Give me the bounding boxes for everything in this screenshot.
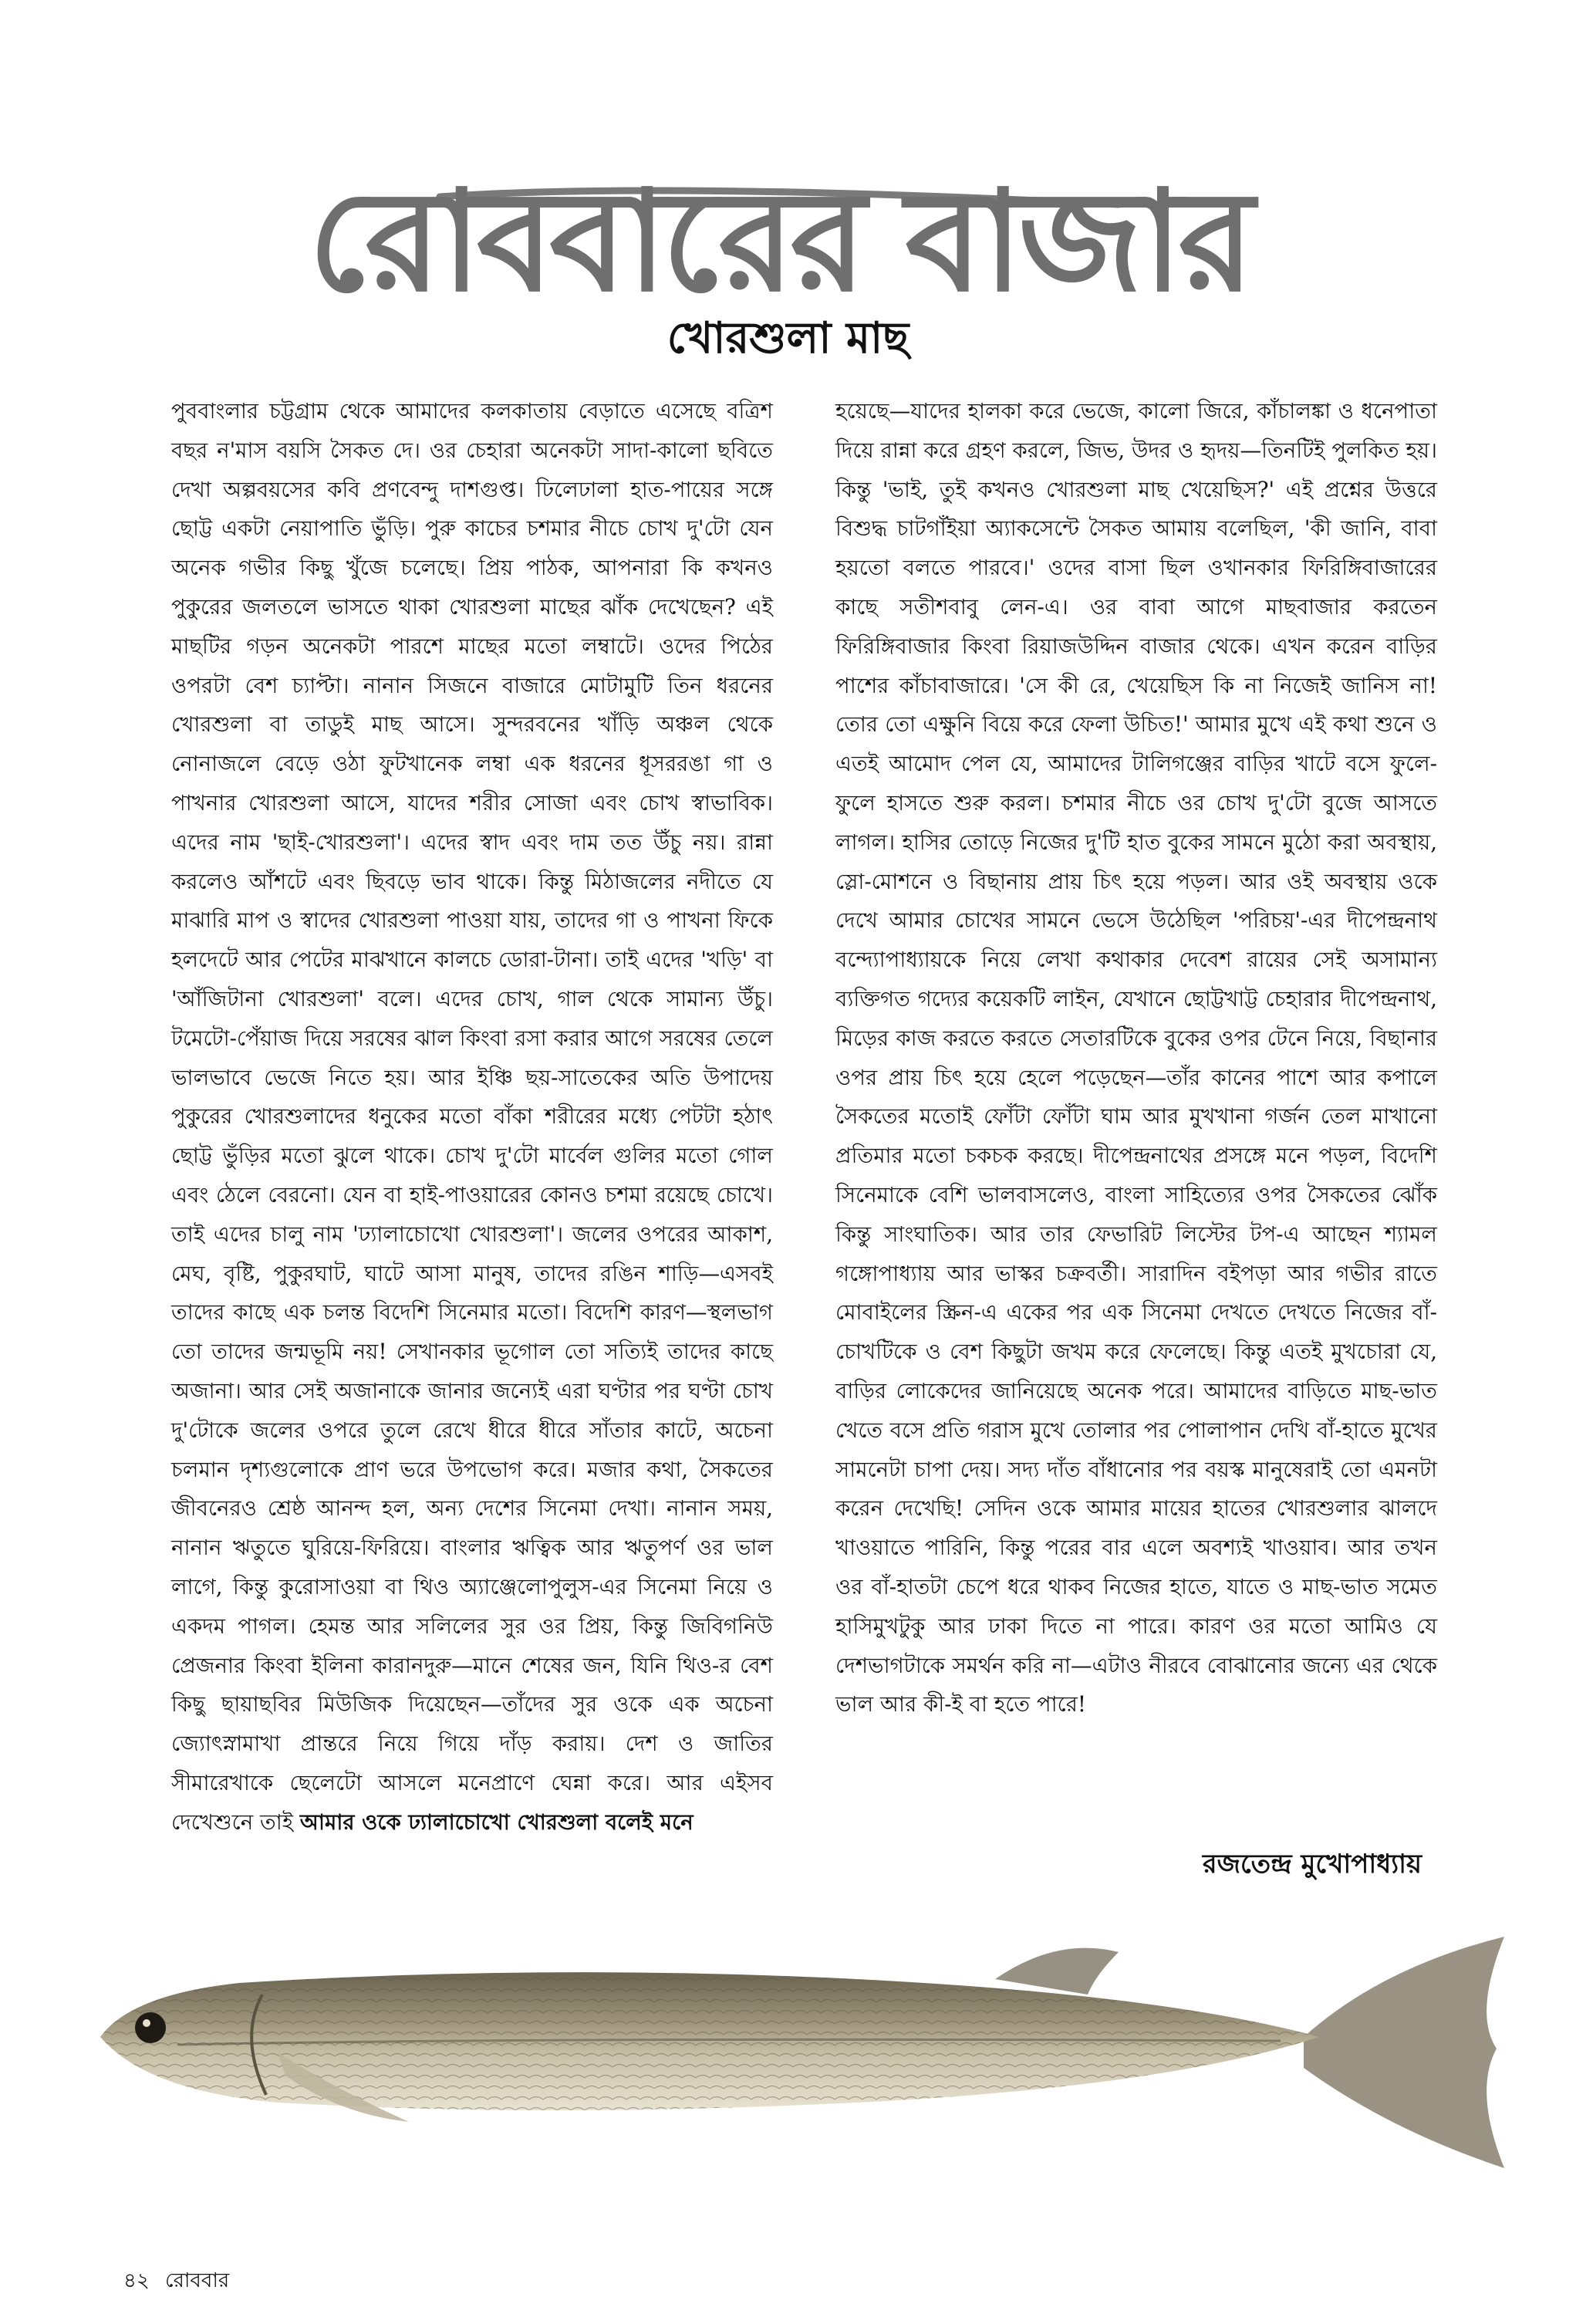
- column-right-text: হয়েছে—যাদের হালকা করে ভেজে, কালো জিরে, কাঁচালঙ্কা ও ধনেপাতা দিয়ে রান্না করে গ্রহণ করলে, জিভ, উদর ও হৃদয়—তিনটিই পুলকিত হয়। কিন্তু 'ভাই, তুই কখনও খোরশুলা মাছ খেয়েছিস?' এই প্রশ্নের উত্তরে বিশুদ্ধ চাটগাঁইয়া অ্যাকসেন্টে সৈকত আমায় বলেছিল, 'কী জানি, বাবা হয়তো বলতে পারবে।' ওদের বাসা ছিল ওখানকার ফিরিঙ্গিবাজারের কাছে সতীশবাবু লেন-এ। ওর বাবা আগে মাছবাজার করতেন ফিরিঙ্গিবাজার কিংবা রিয়াজউদ্দিন বাজার থেকে। এখন করেন বাড়ির পাশের কাঁচাবাজারে। 'সে কী রে, খেয়েছিস কি না নিজেই জানিস না! তোর তো এক্ষুনি বিয়ে করে ফেলা উচিত!' আমার মুখে এই কথা শুনে ও এতই আমোদ পেল যে, আমাদের টালিগঞ্জের বাড়ির খাটে বসে ফুলে-ফুলে হাসতে শুরু করল। চশমার নীচে ওর চোখ দু'টো বুজে আসতে লাগল। হাসির তোড়ে নিজের দু'টি হাত বুকের সামনে মুঠো করা অবস্থায়, স্লো-মোশনে ও বিছানায় প্রায় চিৎ হয়ে পড়ল। আর ওই অবস্থায় ওকে দেখে আমার চোখের সামনে ভেসে উঠেছিল 'পরিচয়'-এর দীপেন্দ্রনাথ বন্দ্যোপাধ্যায়কে নিয়ে লেখা কথাকার দেবেশ রায়ের সেই অসামান্য ব্যক্তিগত গদ্যের কয়েকটি লাইন, যেখানে ছোট্টখাট্ট চেহারার দীপেন্দ্রনাথ, মিড়ের কাজ করতে করতে সেতারটিকে বুকের ওপর টেনে নিয়ে, বিছানার ওপর প্রায় চিৎ হয়ে হেলে পড়েছেন—তাঁর কানের পাশে আর কপালে সৈকতের মতোই ফোঁটা ফোঁটা ঘাম আর মুখখানা গর্জন তেল মাখানো প্রতিমার মতো চকচক করছে। দীপেন্দ্রনাথের প্রসঙ্গে মনে পড়ল, বিদেশি সিনেমাকে বেশি ভালবাসলেও, বাংলা সাহিত্যের ওপর সৈকতের ঝোঁক কিন্তু সাংঘাতিক। আর তার ফেভারিট লিস্টের টপ-এ আছেন শ্যামল গঙ্গোপাধ্যায় আর ভাস্কর চক্রবর্তী। সারাদিন বইপড়া আর গভীর রাতে মোবাইলের স্ক্রিন-এ একের পর এক সিনেমা দেখতে দেখতে নিজের বাঁ-চোখটিকে ও বেশ কিছুটা জখম করে ফেলেছে। কিন্তু এতই মুখচোরা যে, বাড়ির লোকেদের জানিয়েছে অনেক পরে। আমাদের বাড়িতে মাছ-ভাত খেতে বসে প্রতি গরাস মুখে তোলার পর পোলাপান দেখি বাঁ-হাতে মুখের সামনেটা চাপা দেয়। সদ্য দাঁত বাঁধানোর পর বয়স্ক মানুষেরাই তো এমনটা করেন দেখেছি! সেদিন ওকে আমার মায়ের হাতের খোরশুলার ঝালদে খাওয়াতে পারিনি, কিন্তু পরের বার এলে অবশ্যই খাওয়াব। আর তখন ওর বাঁ-হাতটা চেপে ধরে থাকব নিজের হাতে, যাতে ও মাছ-ভাত সমেত হাসিমুখটুকু আর ঢাকা দিতে না পারে। কারণ ওর মতো আমিও যে দেশভাগটাকে সমর্থন করি না—এটাও নীরবে বোঝানোর জন্যে এর থেকে ভাল আর কী-ই বা হতে পারে!: [835, 398, 1437, 1718]
- fish-eye: [135, 2012, 166, 2043]
- page-footer: [123, 2265, 238, 2299]
- section-name: রোববার: [165, 2269, 230, 2292]
- fish-illustration: [85, 1921, 1512, 2176]
- article-column-right: [835, 392, 1437, 1724]
- article-column-left: [171, 392, 773, 1842]
- masthead-title: রোববারের বাজার: [308, 161, 1250, 323]
- fish-dorsal-fin: [995, 1948, 1119, 1995]
- article-headline: খোরশুলা মাছ: [667, 313, 909, 363]
- page-number: ৪২: [123, 2269, 150, 2292]
- masthead-logo: [308, 150, 1250, 323]
- column-left-text: পুববাংলার চট্টগ্রাম থেকে আমাদের কলকাতায় বেড়াতে এসেছে বত্রিশ বছর ন'মাস বয়সি সৈকত দে। ওর চেহারা অনেকটা সাদা-কালো ছবিতে দেখা অল্পবয়সের কবি প্রণবেন্দু দাশগুপ্ত। ঢিলেঢালা হাত-পায়ের সঙ্গে ছোট্ট একটা নেয়াপাতি ভুঁড়ি। পুরু কাচের চশমার নীচে চোখ দু'টো যেন অনেক গভীর কিছু খুঁজে চলেছে। প্রিয় পাঠক, আপনারা কি কখনও পুকুরের জলতলে ভাসতে থাকা খোরশুলা মাছের ঝাঁক দেখেছেন? এই মাছটির গড়ন অনেকটা পারশে মাছের মতো লম্বাটে। ওদের পিঠের ওপরটা বেশ চ্যাপ্টা। নানান সিজনে বাজারে মোটামুটি তিন ধরনের খোরশুলা বা তাডুই মাছ আসে। সুন্দরবনের খাঁড়ি অঞ্চল থেকে নোনাজলে বেড়ে ওঠা ফুটখানেক লম্বা এক ধরনের ধূসররঙা গা ও পাখনার খোরশুলা আসে, যাদের শরীর সোজা এবং চোখ স্বাভাবিক। এদের নাম 'ছাই-খোরশুলা'। এদের স্বাদ এবং দাম তত উঁচু নয়। রান্না করলেও আঁশটে এবং ছিবড়ে ভাব থাকে। কিন্তু মিঠাজলের নদীতে যে মাঝারি মাপ ও স্বাদের খোরশুলা পাওয়া যায়, তাদের গা ও পাখনা ফিকে হলদেটে আর পেটের মাঝখানে কালচে ডোরা-টানা। তাই এদের 'খড়ি' বা 'আঁজিটানা খোরশুলা' বলে। এদের চোখ, গাল থেকে সামান্য উঁচু। টমেটো-পেঁয়াজ দিয়ে সরষের ঝাল কিংবা রসা করার আগে সরষের তেলে ভালভাবে ভেজে নিতে হয়। আর ইঞ্চি ছয়-সাতেকের অতি উপাদেয় পুকুরের খোরশুলাদের ধনুকের মতো বাঁকা শরীরের মধ্যে পেটটা হঠাৎ ছোট্ট ভুঁড়ির মতো ঝুলে থাকে। চোখ দু'টো মার্বেল গুলির মতো গোল এবং ঠেলে বেরনো। যেন বা হাই-পাওয়ারের কোনও চশমা রয়েছে চোখে। তাই এদের চালু নাম 'ঢ্যালাচোখো খোরশুলা'। জলের ওপরের আকাশ, মেঘ, বৃষ্টি, পুকুরঘাট, ঘাটে আসা মানুষ, তাদের রঙিন শাড়ি—এসবই তাদের কাছে এক চলন্ত বিদেশি সিনেমার মতো। বিদেশি কারণ—স্থলভাগ তো তাদের জন্মভূমি নয়! সেখানকার ভূগোল তো সত্যিই তাদের কাছে অজানা। আর সেই অজানাকে জানার জন্যেই এরা ঘণ্টার পর ঘণ্টা চোখ দু'টোকে জলের ওপরে তুলে রেখে ধীরে ধীরে সাঁতার কাটে, অচেনা চলমান দৃশ্যগুলোকে প্রাণ ভরে উপভোগ করে। মজার কথা, সৈকতের জীবনেরও শ্রেষ্ঠ আনন্দ হল, অন্য দেশের সিনেমা দেখা। নানান সময়, নানান ঋতুতে ঘুরিয়ে-ফিরিয়ে। বাংলার ঋত্বিক আর ঋতুপর্ণ ওর ভাল লাগে, কিন্তু কুরোসাওয়া বা থিও অ্যাঞ্জেলোপুলুস-এর সিনেমা নিয়ে ও একদম পাগল। হেমন্ত আর সলিলের সুর ওর প্রিয়, কিন্তু জিবিগনিউ প্রেজনার কিংবা ইলিনা কারানদুরু—মানে শেষের জন, যিনি থিও-র বেশ কিছু ছায়াছবির মিউজিক দিয়েছেন—তাঁদের সুর ওকে এক অচেনা জ্যোৎস্নামাখা প্রান্তরে নিয়ে গিয়ে দাঁড় করায়। দেশ ও জাতির সীমারেখাকে ছেলেটো আসলে মনেপ্রাণে ঘেন্না করে। আর এইসব দেখেশুনে তাই: [171, 398, 773, 1835]
- fish-tail: [1304, 1937, 1504, 2168]
- author-byline: রজতেন্দ্র মুখোপাধ্যায়: [1202, 1849, 1422, 1880]
- khorshula-fish-image: [85, 1921, 1512, 2176]
- column-left-bold-tail: আমার ওকে ঢ্যালাচোখো খোরশুলা বলেই মনে: [299, 1809, 694, 1835]
- masthead-brush-lettering: [308, 150, 1250, 323]
